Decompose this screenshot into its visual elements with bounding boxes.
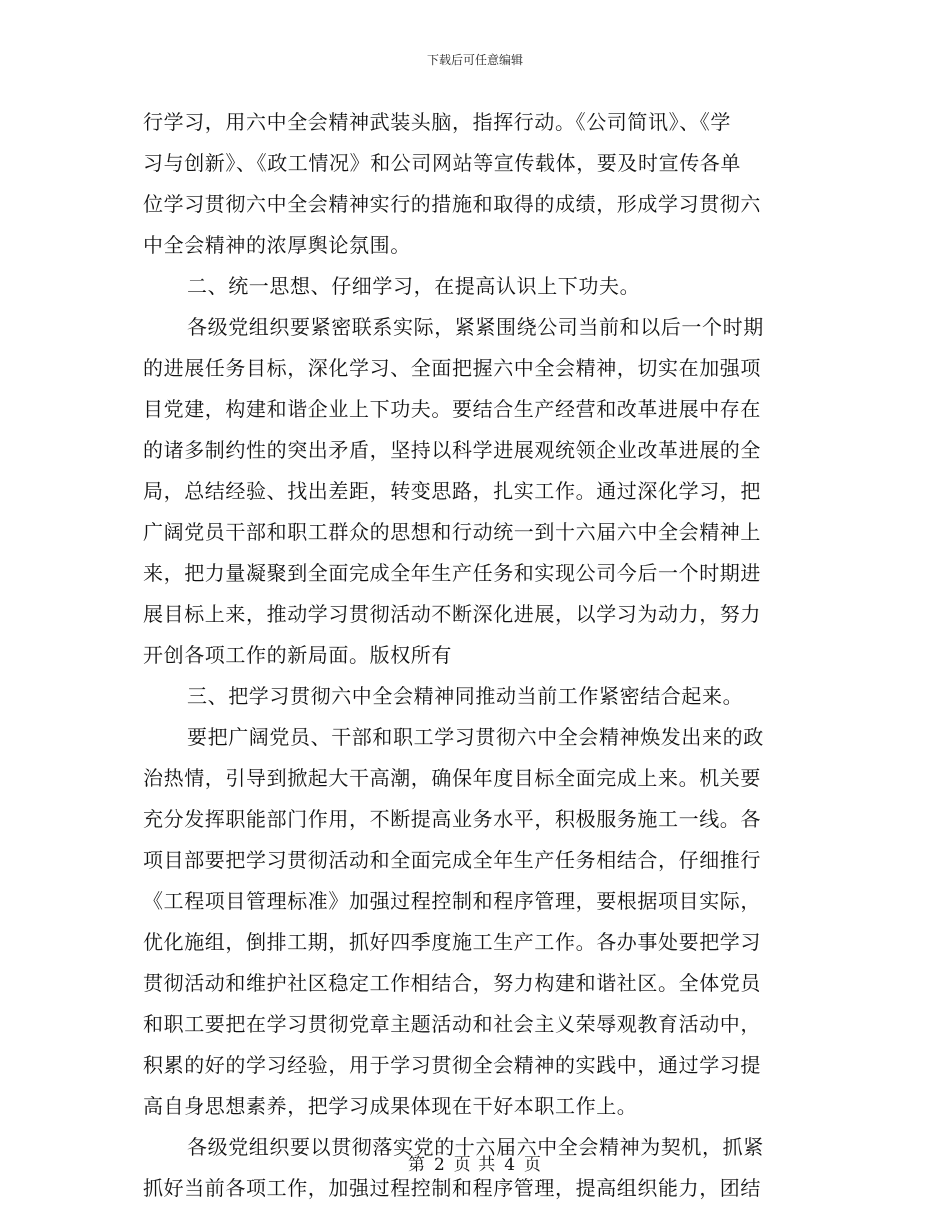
header-note: 下载后可任意编辑 [426,53,523,67]
text-line: 中全会精神的浓厚舆论氛围。 [143,233,411,257]
text-line: 三、把学习贯彻六中全会精神同推动当前工作紧密结合起来。 [187,684,744,708]
text-line: 和职工要把在学习贯彻党章主题活动和社会主义荣辱观教育活动中， [143,1012,761,1036]
text-line: 的诸多制约性的突出矛盾，坚持以科学进展观统领企业改革进展的全 [143,438,761,462]
page-header [0,52,950,68]
text-line: 开创各项工作的新局面。版权所有 [143,643,452,667]
footer-total-pages: 4 [504,1155,517,1175]
footer-suffix: 页 [524,1155,543,1175]
page-footer [0,1154,950,1176]
text-line: 习与创新》、《政工情况》和公司网站等宣传载体，要及时宣传各单 [143,151,741,175]
text-line: 位学习贯彻六中全会精神实行的措施和取得的成绩，形成学习贯彻六 [143,192,761,216]
footer-middle: 页 共 [453,1155,497,1175]
text-line: 高自身思想素养，把学习成果体现在干好本职工作上。 [143,1094,638,1118]
text-line: 充分发挥职能部门作用，不断提高业务水平，积极服务施工一线。各 [143,807,761,831]
text-line: 各级党组织要紧密联系实际，紧紧围绕公司当前和以后一个时期 [187,315,764,339]
text-line: 二、统一思想、仔细学习，在提高认识上下功夫。 [187,274,641,298]
text-line: 要把广阔党员、干部和职工学习贯彻六中全会精神焕发出来的政 [187,725,764,749]
text-line: 贯彻活动和维护社区稳定工作相结合，努力构建和谐社区。全体党员 [143,971,761,995]
text-line: 来，把力量凝聚到全面完成全年生产任务和实现公司今后一个时期进 [143,561,761,585]
text-line: 广阔党员干部和职工群众的思想和行动统一到十六届六中全会精神上 [143,520,761,544]
text-line: 行学习，用六中全会精神武装头脑，指挥行动。《公司简讯》、《学 [143,110,731,134]
text-line: 各级党组织要以贯彻落实党的十六届六中全会精神为契机，抓紧 [187,1135,764,1159]
text-line: 的进展任务目标，深化学习、全面把握六中全会精神，切实在加强项 [143,356,761,380]
text-line: 优化施组，倒排工期，抓好四季度施工生产工作。各办事处要把学习 [143,930,761,954]
text-line: 治热情，引导到掀起大干高潮，确保年度目标全面完成上来。机关要 [143,766,761,790]
text-line: 项目部要把学习贯彻活动和全面完成全年生产任务相结合，仔细推行 [143,848,761,872]
text-line: 《工程项目管理标准》加强过程控制和程序管理，要根据项目实际， [143,889,761,913]
text-line: 目党建，构建和谐企业上下功夫。要结合生产经营和改革进展中存在 [143,397,761,421]
text-line: 抓好当前各项工作，加强过程控制和程序管理，提高组织能力，团结 [143,1176,761,1200]
document-body [143,102,808,1209]
footer-page-number: 2 [433,1155,446,1175]
text-line: 积累的好的学习经验，用于学习贯彻全会精神的实践中，通过学习提 [143,1053,761,1077]
text-line: 展目标上来，推动学习贯彻活动不断深化进展，以学习为动力，努力 [143,602,761,626]
text-line: 局，总结经验、找出差距，转变思路，扎实工作。通过深化学习，把 [143,479,761,503]
footer-prefix: 第 [407,1155,426,1175]
